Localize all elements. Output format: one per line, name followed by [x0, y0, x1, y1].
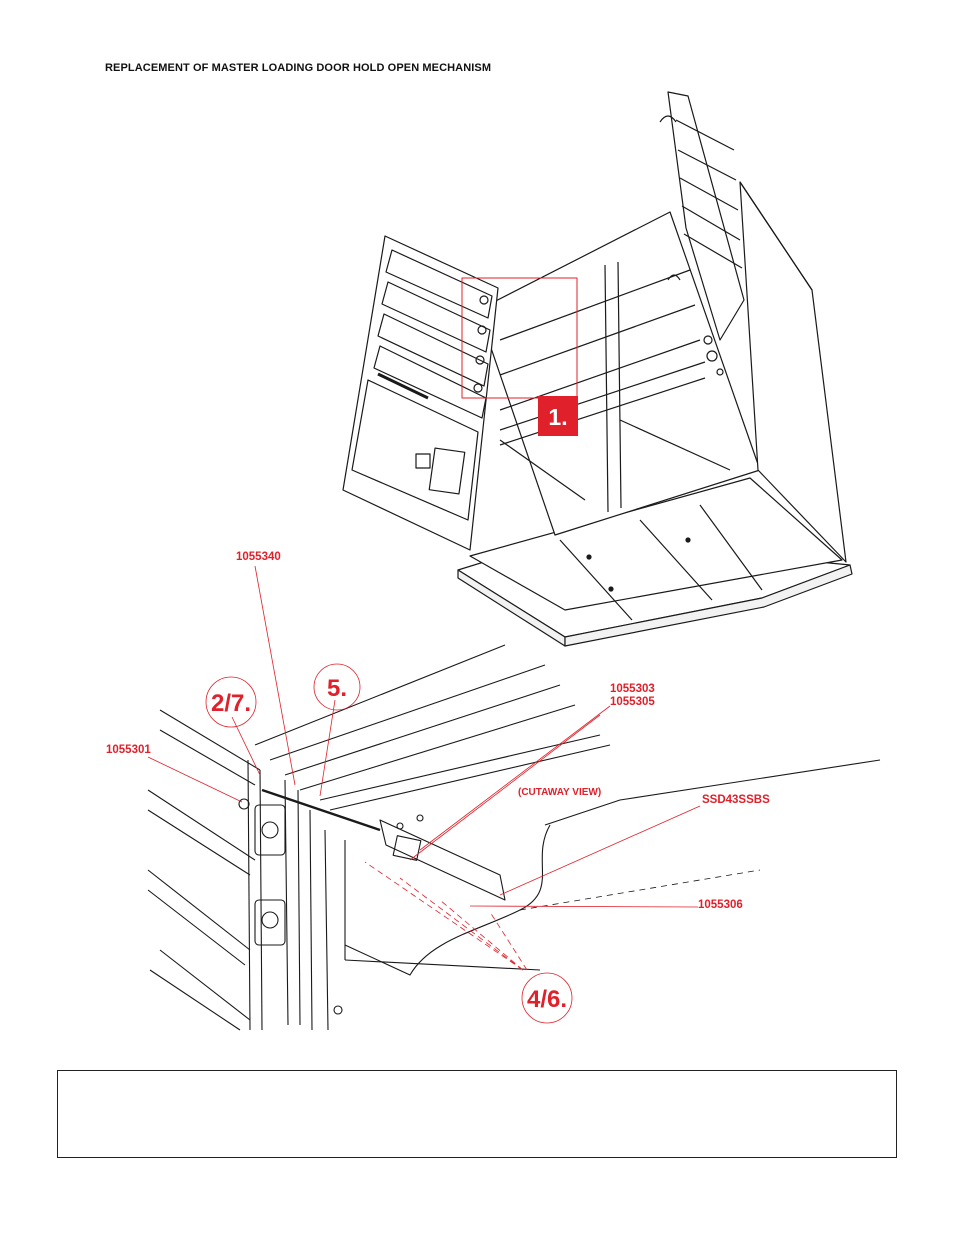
part-ssd43ssbs-label: SSD43SSBS	[702, 794, 770, 806]
detail-illustration	[148, 645, 880, 1030]
step-4-6-label: 4/6.	[526, 986, 568, 1013]
door-panels	[148, 710, 285, 1030]
page-title: REPLACEMENT OF MASTER LOADING DOOR HOLD OPEN MECHANISM	[105, 62, 492, 74]
step-1-label: 1.	[548, 404, 568, 430]
part-1055305-label: 1055305	[610, 696, 655, 708]
part-1055306-label: 1055306	[698, 899, 743, 911]
part-1055303-label: 1055303	[610, 683, 655, 695]
step-2-7-label: 2/7.	[210, 690, 252, 717]
overview-illustration	[343, 92, 852, 646]
cutaway-view-label: (CUTAWAY VIEW)	[518, 787, 602, 798]
notes-box	[57, 1070, 897, 1158]
step-5-label: 5.	[326, 675, 348, 702]
left-door	[343, 236, 498, 550]
part-1055340-label: 1055340	[236, 551, 281, 563]
part-1055301-label: 1055301	[106, 744, 151, 756]
